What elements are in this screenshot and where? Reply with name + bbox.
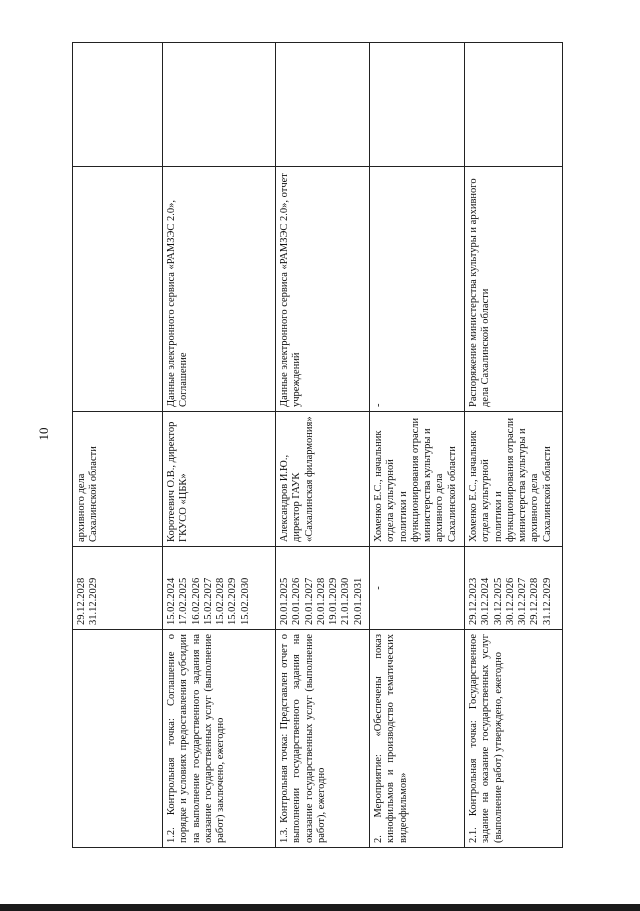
date-value: 15.02.2027 [202, 577, 214, 625]
responsible-cell: архивного дела Сахалинской области [73, 412, 163, 547]
page-number: 10 [36, 427, 51, 441]
item-cell: 2. Мероприятие: «Обеспечены показ кинофильмов и производство тематических видеофильмов» [370, 630, 465, 848]
responsible-cell: Хоменко Е.С., начальник отдела культурной политики и функционирования отрасли министерства культуры и архивного дела Сахалинской области [465, 412, 563, 547]
date-value: 16.02.2026 [190, 577, 202, 625]
date-value: 29.12.2028 [76, 577, 87, 625]
item-cell [73, 630, 163, 848]
rotated-page [72, 43, 562, 848]
date-value: 21.01.2030 [340, 577, 352, 625]
scan-edge [0, 904, 640, 911]
date-value: 17.02.2025 [178, 577, 190, 625]
date-value: 29.12.2028 [529, 577, 541, 625]
date-value: 20.01.2031 [352, 577, 364, 625]
dates-cell [370, 547, 465, 630]
item-cell: 1.2. Контрольная точка: Соглашение о порядке и условиях предоставления субсидии на выполнение государственного задания на оказание государственных услуг (выполнение работ) заключено, ежегодно [163, 630, 276, 848]
date-value: - [373, 586, 384, 590]
system-cell [465, 43, 563, 167]
date-value: 15.02.2030 [239, 577, 251, 625]
responsible-cell: Александров И.Ю., директор ГАУК «Сахалинская филармония» [276, 412, 370, 547]
item-cell: 1.3. Контрольная точка: Представлен отчет о выполнении государственного задания на оказание государственных услуг (выполнение работ), ежегодно [276, 630, 370, 848]
date-value: 30.12.2026 [504, 577, 516, 625]
system-cell [163, 43, 276, 167]
date-value: 15.02.2028 [215, 577, 227, 625]
table-row [163, 43, 276, 848]
system-cell [276, 43, 370, 167]
date-value: 31.12.2029 [541, 577, 553, 625]
date-value: 30.12.2024 [480, 577, 492, 625]
date-value: 29.12.2023 [468, 577, 479, 625]
table-row [465, 43, 563, 848]
document-cell: - [370, 167, 465, 412]
table-row [370, 43, 465, 848]
control-points-table [72, 42, 563, 848]
date-value: 30.12.2025 [492, 577, 504, 625]
dates-cell [465, 547, 563, 630]
system-cell [370, 43, 465, 167]
table-row [276, 43, 370, 848]
date-value: 20.01.2025 [279, 577, 290, 625]
responsible-cell: Хоменко Е.С., начальник отдела культурной политики и функционирования отрасли министерства культуры и архивного дела Сахалинской области [370, 412, 465, 547]
date-value: 19.01.2029 [328, 577, 340, 625]
date-value: 31.12.2029 [88, 577, 100, 625]
date-value: 20.01.2027 [303, 577, 315, 625]
item-cell: 2.1. Контрольная точка: Государственное задание на оказание государственных услуг (выполнение работ) утверждено, ежегодно [465, 630, 563, 848]
dates-cell [73, 547, 163, 630]
date-value: 30.12.2027 [517, 577, 529, 625]
system-cell [73, 43, 163, 167]
document-cell [73, 167, 163, 412]
date-value: 20.01.2026 [291, 577, 303, 625]
dates-cell [163, 547, 276, 630]
date-value: 15.02.2024 [166, 577, 177, 625]
table-row [73, 43, 163, 848]
document-cell: Данные электронного сервиса «РАМЗЭС 2.0», Соглашение [163, 167, 276, 412]
responsible-cell: Коротеевич О.В., директор ГКУСО «ЦБК» [163, 412, 276, 547]
dates-cell [276, 547, 370, 630]
document-cell: Данные электронного сервиса «РАМЗЭС 2.0», отчет учреждений [276, 167, 370, 412]
date-value: 15.02.2029 [227, 577, 239, 625]
document-cell: Распоряжение министерства культуры и архивного дела Сахалинской области [465, 167, 563, 412]
date-value: 20.01.2028 [315, 577, 327, 625]
